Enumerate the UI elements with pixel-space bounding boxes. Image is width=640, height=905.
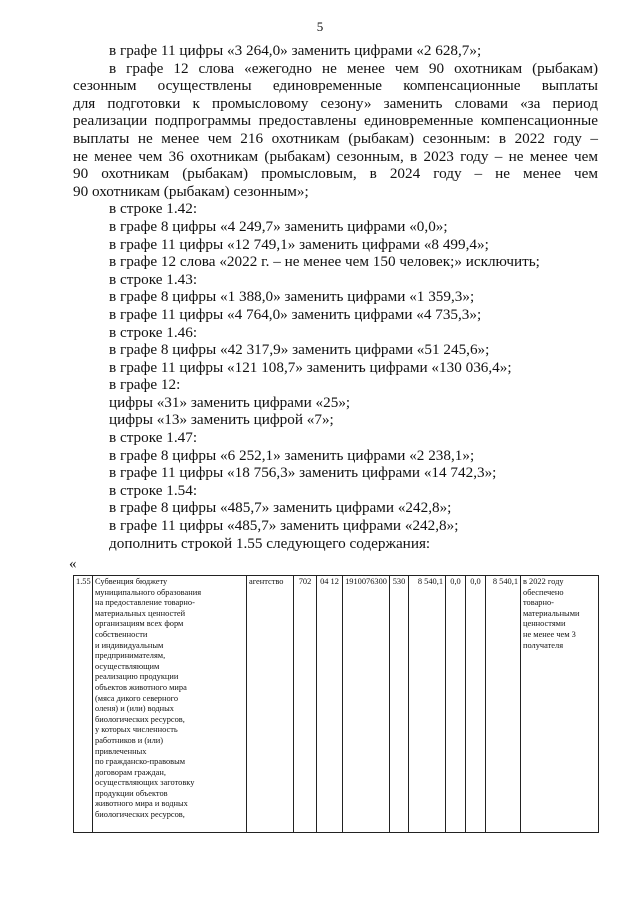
text-line: в графе 11 цифры «3 264,0» заменить цифрами «2 628,7»;: [109, 42, 482, 59]
cell-line: обеспечено: [523, 587, 564, 597]
cell-line: (мяса дикого северного: [95, 693, 179, 703]
amount-2023-cell: 0,0: [446, 576, 466, 833]
text-line: в графе 11 цифры «4 764,0» заменить цифрами «4 735,3»;: [109, 305, 482, 323]
amount-total-cell: 8 540,1: [486, 576, 521, 833]
cell-line: организациям всех форм: [95, 619, 184, 629]
text-line: в строке 1.43:: [109, 270, 198, 288]
text-line: в строке 1.42:: [109, 200, 198, 218]
amendment-table: [73, 575, 599, 833]
text-line: 90 охотникам (рыбакам) промысловым, в 2024 году – не менее чем: [73, 165, 598, 183]
text-line: в графе 8 цифры «1 388,0» заменить цифрами «1 359,3»;: [109, 288, 475, 306]
cell-line: не менее чем 3: [523, 629, 576, 639]
table-row: [74, 576, 599, 833]
cell-line: материальных ценностей: [95, 608, 186, 618]
cell-line: и индивидуальным: [95, 640, 164, 650]
cell-line: материальными: [523, 608, 580, 618]
amount-2024-cell: 0,0: [466, 576, 486, 833]
text-line: в графе 8 цифры «4 249,7» заменить цифрами «0,0»;: [109, 217, 448, 235]
text-line: для подготовки к промысловому сезону» заменить словами «за период: [73, 94, 598, 112]
text-line: выплаты не менее чем 216 охотникам (рыбакам) сезонным: в 2022 году –: [73, 129, 598, 147]
cell-line: на предоставление товарно-: [95, 598, 195, 608]
cell-line: оленя) и (или) водных: [95, 704, 174, 714]
section-code-cell: 04 12: [317, 576, 343, 833]
text-line: в графе 8 цифры «42 317,9» заменить цифрами «51 245,6»;: [109, 341, 490, 359]
text-line: в графе 11 цифры «485,7» заменить цифрами «242,8»;: [109, 517, 459, 535]
text-line: дополнить строкой 1.55 следующего содержания:: [109, 534, 431, 552]
expense-type-cell: 530: [390, 576, 409, 833]
cell-line: получателя: [523, 640, 564, 650]
target-article-cell: 1910076300: [343, 576, 390, 833]
cell-line: осуществляющим: [95, 661, 160, 671]
opening-quote-mark: «: [69, 556, 77, 572]
result-cell: [521, 576, 599, 833]
cell-line: муниципального образования: [95, 587, 202, 597]
text-line: в графе 12 слова «2022 г. – не менее чем 150 человек;» исключить;: [109, 253, 540, 271]
cell-line: биологических ресурсов,: [95, 810, 185, 820]
text-line: сезонным осуществлены единовременные компенсационные выплаты: [73, 77, 598, 95]
text-line: в графе 11 цифры «121 108,7» заменить цифрами «130 036,4»;: [109, 358, 512, 376]
cell-line: реализацию продукции: [95, 672, 179, 682]
cell-line: товарно-: [523, 598, 554, 608]
text-line: не менее чем 36 охотникам (рыбакам) сезонным, в 2023 году – не менее чем: [73, 147, 598, 165]
amendment-text: [73, 42, 598, 552]
text-line: в строке 1.54:: [109, 481, 198, 499]
cell-line: в 2022 году: [523, 577, 564, 586]
cell-line: Субвенция бюджету: [95, 577, 168, 586]
text-line: цифры «13» заменить цифрой «7»;: [109, 411, 334, 429]
cell-line: привлеченных: [95, 746, 147, 756]
text-line: в графе 8 цифры «485,7» заменить цифрами «242,8»;: [109, 499, 452, 517]
cell-line: ценностями: [523, 619, 566, 629]
text-line: в графе 12:: [109, 376, 181, 394]
cell-line: работников и (или): [95, 735, 164, 745]
page-number: 5: [316, 19, 324, 34]
text-line: в графе 11 цифры «12 749,1» заменить цифрами «8 499,4»;: [109, 235, 489, 253]
text-line: в строке 1.46:: [109, 323, 198, 341]
cell-line: предпринимателям,: [95, 651, 166, 661]
description-cell: [93, 576, 247, 833]
cell-line: осуществляющих заготовку: [95, 778, 195, 788]
grbs-code-cell: 702: [294, 576, 317, 833]
text-line: в графе 8 цифры «6 252,1» заменить цифрами «2 238,1»;: [109, 446, 475, 464]
text-line: реализации подпрограммы предоставлены единовременные компенсационные: [73, 112, 598, 130]
cell-line: по гражданско-правовым: [95, 757, 186, 767]
cell-line: собственности: [95, 629, 148, 639]
cell-line: животного мира и водных: [95, 799, 188, 809]
text-line: в строке 1.47:: [109, 429, 198, 447]
text-line: в графе 11 цифры «18 756,3» заменить цифрами «14 742,3»;: [109, 464, 497, 482]
executor-cell: агентство: [247, 576, 294, 833]
cell-line: объектов животного мира: [95, 682, 187, 692]
text-line: цифры «31» заменить цифрами «25»;: [109, 393, 351, 411]
row-number-cell: 1.55: [74, 576, 93, 833]
cell-line: у которых численность: [95, 725, 178, 735]
cell-line: договорам граждан,: [95, 767, 166, 777]
cell-line: биологических ресурсов,: [95, 714, 185, 724]
cell-line: продукции объектов: [95, 788, 168, 798]
text-line: в графе 12 слова «ежегодно не менее чем 90 охотникам (рыбакам): [109, 59, 598, 77]
amount-2022-cell: 8 540,1: [409, 576, 446, 833]
text-line: 90 охотникам (рыбакам) сезонным»;: [73, 182, 309, 200]
